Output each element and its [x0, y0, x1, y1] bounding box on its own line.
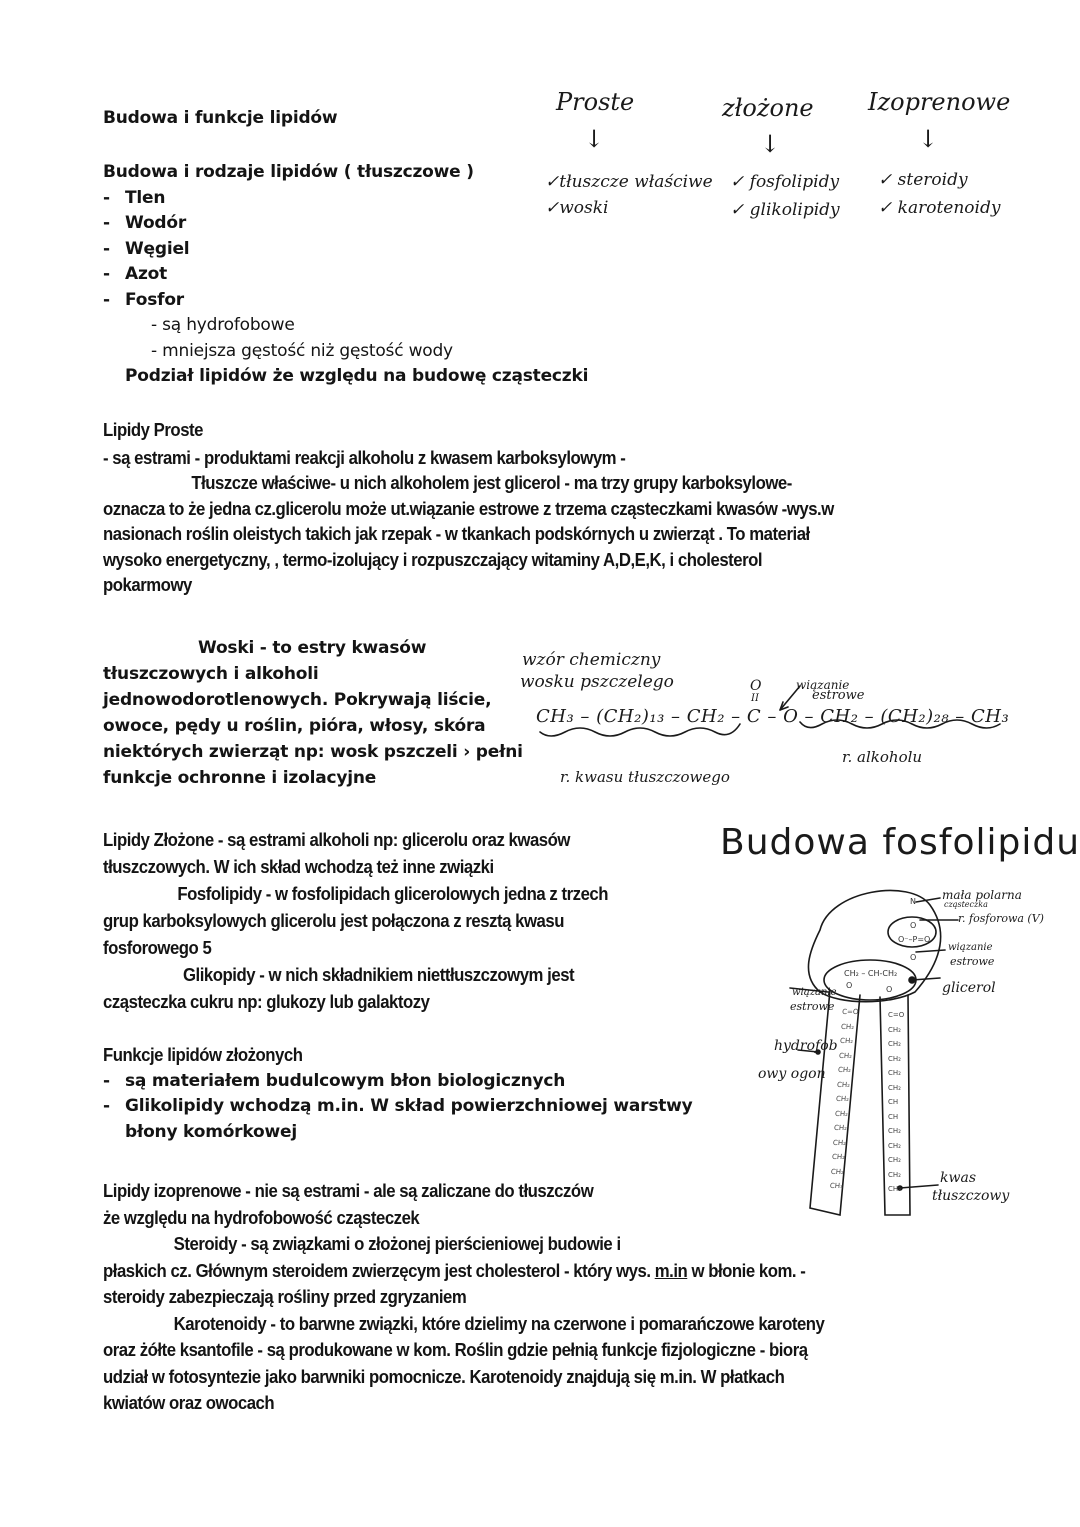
svg-text:O: O — [846, 981, 853, 990]
text-line: Tłuszcze właściwe- u nich alkoholem jest glicerol - ma trzy grupy karboksylowe- — [191, 473, 792, 493]
chemical-formula: CH₃ – (CH₂)₁₃ – CH₂ – C – O – CH₂ – (CH₂)₂₈ – CH₃ — [536, 706, 1010, 727]
text-line: Karotenoidy - to barwne związki, które dzielimy na czerwone i pomarańczowe karoteny — [173, 1313, 825, 1334]
waxes-section — [103, 635, 523, 791]
text-line: jednowodorotlenowych. Pokrywają liście, — [103, 690, 492, 710]
column-item: ✓ glikolipidy — [730, 200, 840, 220]
svg-text:O: O — [910, 953, 917, 962]
text-line: fosforowego 5 — [103, 938, 212, 958]
text-line: owoce, pędy u roślin, pióra, włosy, skóra — [103, 716, 486, 736]
label-ester-bond: wiązanie — [792, 987, 837, 998]
element-item: - Azot — [103, 264, 168, 284]
function-item: błony komórkowej — [125, 1121, 297, 1142]
element-item: - Węgiel — [103, 238, 190, 259]
complex-lipids-section — [103, 827, 608, 1016]
text-line: Fosfolipidy - w fosfolipidach glicerolowych jedna z trzech — [177, 884, 609, 904]
column-item: ✓ fosfolipidy — [730, 172, 840, 192]
simple-lipids-section — [103, 418, 834, 599]
svg-text:O: O — [886, 985, 893, 994]
text-line: - są estrami - produktami reakcji alkoholu z kwasem karboksylowym - — [103, 447, 626, 468]
label-glycerol: glicerol — [942, 980, 996, 996]
text-line: Lipidy izoprenowe - nie są estrami - ale są zaliczane do tłuszczów — [103, 1181, 594, 1201]
text-line: nasionach roślin oleistych takich jak rzepak - w tkankach podskórnych u zwierząt . To materiał — [103, 524, 810, 544]
formula-caption: wzór chemiczny — [522, 650, 661, 670]
text-line: tłuszczowych i alkoholi — [103, 664, 319, 684]
diagram-title: Budowa fosfolipidu — [720, 822, 1080, 863]
nitrogen-atom: N — [910, 897, 916, 906]
arrow-down-icon: ↓ — [760, 130, 781, 158]
ester-bond-label: estrowe — [812, 688, 865, 703]
text-line: pokarmowy — [103, 575, 192, 595]
text-line: że względu na hydrofobowość cząsteczek — [103, 1207, 420, 1228]
composition-section — [103, 160, 588, 390]
label-hydrophobic-tail: hydrofob — [774, 1038, 838, 1054]
column-header-isoprene: Izoprenowe — [868, 88, 1011, 116]
label-fatty-acid: tłuszczowy — [932, 1188, 1010, 1204]
ester-bond-label: wiązanie — [796, 678, 850, 692]
text-line: kwiatów oraz owocach — [103, 1393, 275, 1413]
text-line: steroidy zabezpieczają rośliny przed zgryzaniem — [103, 1287, 467, 1307]
formula-caption: wosku pszczelego — [520, 672, 674, 692]
double-bond: II — [751, 693, 759, 704]
right-tail-chain: C=O CH₂ CH₂ CH₂ CH₂ CH₂ CH CH CH₂ CH₂ CH₂ CH₂ CH₃ — [888, 1011, 905, 1193]
text-line: Steroidy - są związkami o złożonej pierścieniowej budowie i — [173, 1234, 621, 1254]
left-tail-chain: C=O CH₂ CH₂ CH₂ CH₂ CH₂ CH₂ CH₂ CH₂ CH₂ CH₂ CH₂ CH₃ — [829, 1008, 859, 1190]
acid-residue-label: r. kwasu tłuszczowego — [560, 768, 730, 786]
label-ester-bond: estrowe — [950, 955, 995, 968]
column-item: ✓ steroidy — [878, 170, 968, 190]
text-line: Woski - to estry kwasów — [198, 638, 427, 658]
label-ester-bond: wiązanie — [948, 942, 993, 953]
column-header-simple: Proste — [556, 88, 635, 116]
page-title: Budowa i funkcje lipidów — [103, 108, 338, 128]
text-line: cząsteczka cukru np: glukozy lub galaktozy — [103, 992, 430, 1012]
svg-text:O: O — [910, 921, 917, 930]
function-item: - są materiałem budulcowym błon biologicznych — [103, 1070, 566, 1091]
label-polar-molecule: cząsteczka — [944, 900, 988, 909]
label-polar-molecule: mała polarna — [942, 888, 1022, 902]
label-phosphoric-residue: r. fosforowa (V) — [958, 912, 1044, 925]
label-ester-bond: estrowe — [790, 1000, 835, 1013]
text-line: wysoko energetyczny, , termo-izolujący i rozpuszczający witaminy A,D,E,K, i cholesterol — [103, 549, 763, 570]
ester-bond-arrow-icon — [780, 686, 800, 710]
alcohol-residue-label: r. alkoholu — [842, 748, 923, 766]
classification-note: Podział lipidów że względu na budowę cząsteczki — [125, 366, 589, 386]
arrow-down-icon: ↓ — [584, 125, 605, 153]
column-header-complex: złożone — [722, 94, 814, 122]
text-line: płaskich cz. Głównym steroidem zwierzęcym jest cholesterol - który wys. m.in w błonie kom. - — [103, 1260, 806, 1281]
text-line: udział w fotosyntezie jako barwniki pomocnicze. Karotenoidy znajdują się m.in. W płatkach — [103, 1366, 785, 1387]
functions-heading: Funkcje lipidów złożonych — [103, 1045, 303, 1065]
formula-braces — [530, 680, 990, 770]
function-item: - Glikolipidy wchodzą m.in. W skład powierzchniowej warstwy — [103, 1096, 693, 1116]
text-line: niektórych zwierząt np: wosk pszczeli › pełni — [103, 742, 523, 762]
text-line: Lipidy Złożone - są estrami alkoholi np: glicerolu oraz kwasów — [103, 830, 570, 850]
column-item: ✓woski — [545, 198, 609, 218]
label-fatty-acid: kwas — [940, 1170, 976, 1186]
text-line: oraz żółte ksantofile - są produkowane w kom. Roślin gdzie pełnią funkcje fizjologiczne - biorą — [103, 1340, 808, 1360]
column-item: ✓ karotenoidy — [878, 198, 1001, 218]
complex-functions-section — [103, 1043, 693, 1145]
element-item: - Tlen — [103, 187, 166, 208]
element-item: - Fosfor — [103, 289, 184, 310]
text-line: tłuszczowych. W ich skład wchodzą też inne związki — [103, 857, 494, 877]
column-item: ✓tłuszcze właściwe — [545, 172, 713, 192]
arrow-down-icon: ↓ — [918, 125, 939, 153]
property-item: - mniejsza gęstość niż gęstość wody — [151, 340, 453, 361]
simple-lipids-heading: Lipidy Proste — [103, 420, 204, 440]
text-line: grup karboksylowych glicerolu jest połączona z resztą kwasu — [103, 911, 564, 931]
property-item: - są hydrofobowe — [151, 315, 295, 335]
text-line: oznacza to że jedna cz.glicerolu może ut.wiązanie estrowe z trzema cząsteczkami kwasów -wys.w — [103, 498, 834, 519]
text-line: Glikopidy - w nich składnikiem niettłuszczowym jest — [182, 965, 575, 985]
composition-heading: Budowa i rodzaje lipidów ( tłuszczowe ) — [103, 162, 474, 182]
svg-text:O⁻–P=O: O⁻–P=O — [898, 935, 931, 944]
svg-text:CH₂ – CH-CH₂: CH₂ – CH-CH₂ — [844, 969, 898, 978]
isoprene-lipids-section — [103, 1178, 824, 1417]
label-hydrophobic-tail: owy ogon — [758, 1066, 826, 1082]
element-item: - Wodór — [103, 213, 187, 233]
carbonyl-oxygen: O — [750, 678, 762, 694]
mi-link: m.in — [654, 1260, 688, 1281]
text-line: funkcje ochronne i izolacyjne — [103, 768, 377, 788]
